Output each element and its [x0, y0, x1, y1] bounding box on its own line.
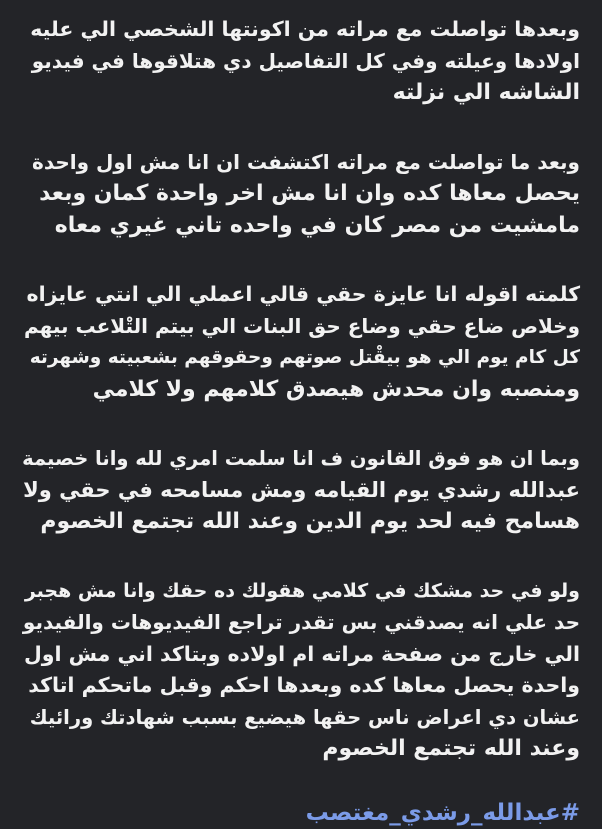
post-text-line: كلمته اقوله انا عايزة حقي قالي اعملي الي انتي عايزاه: [26, 282, 580, 306]
post-text-line: الشاشه الي نزلته: [392, 80, 580, 105]
post-text-line: ولو في حد مشكك في كلامي هقولك ده حقك وانا مش هجبر: [24, 579, 580, 602]
post-text-line: وبعدها تواصلت مع مراته من اكونتها الشخصي الي عليه: [30, 17, 580, 41]
post-paragraph-3: [22, 279, 580, 405]
post-text-line: مامشيت من مصر كان في واحده تاني غيري معاه: [54, 212, 580, 238]
post-text-line: ومنصبه وان محدش هيصدق كلامهم ولا كلامي: [92, 376, 580, 402]
post-text-line: وخلاص ضاع حقي وضاع حق البنات الي بيتم التْلاعب بيهم: [23, 313, 580, 338]
post-text-line: هسامح فيه لحد يوم الدين وعند الله تجتمع الخصوم: [40, 509, 580, 534]
post-text-line: عبدالله رشدي يوم القيامه ومش مسامحه في حقي ولا: [23, 477, 580, 502]
post-text-line: وبما ان هو فوق القانون ف انا سلمت امري لله وانا خصيمة: [22, 447, 580, 470]
post-paragraph-2: [22, 147, 580, 242]
post-paragraph-4: [22, 443, 580, 538]
post-text-line: عشان دي اعراض ناس حقها هيضيع بسبب شهادتك ورائيك: [29, 705, 580, 729]
post-paragraph-1: [22, 14, 580, 109]
post-text-line: كل كام يوم الي هو بيقْتل صوتهم وحقوقهم بشعبيته وشهرته: [29, 347, 580, 368]
post-text-line: حد علي انه يصدقني بس تقدر تراجع الفيديوهات والفيديو: [22, 610, 580, 634]
post-text-line: يحصل معاها كده وان انا مش اخر واحدة كمان وبعد: [39, 181, 580, 206]
post-text-line: الي خارج من صفحة مراته ام اولاده وبتاكد اني مش اول: [23, 641, 580, 666]
post-text-line: واحدة يحصل معاها كده وبعدها احكم وقبل ماتحكم اتاكد: [28, 673, 580, 697]
post-text-line: وبعد ما تواصلت مع مراته اكتشفت ان انا مش اول واحدة: [32, 149, 580, 174]
post-paragraph-5: [22, 576, 580, 765]
hashtag-link[interactable]: #عبدالله_رشدي_مغتصب: [305, 799, 580, 826]
post-text-line: اولادها وعيلته وفي كل التفاصيل دي هتلاقوها في فيديو: [31, 48, 580, 73]
post-text-line: وعند الله تجتمع الخصوم: [322, 736, 580, 761]
